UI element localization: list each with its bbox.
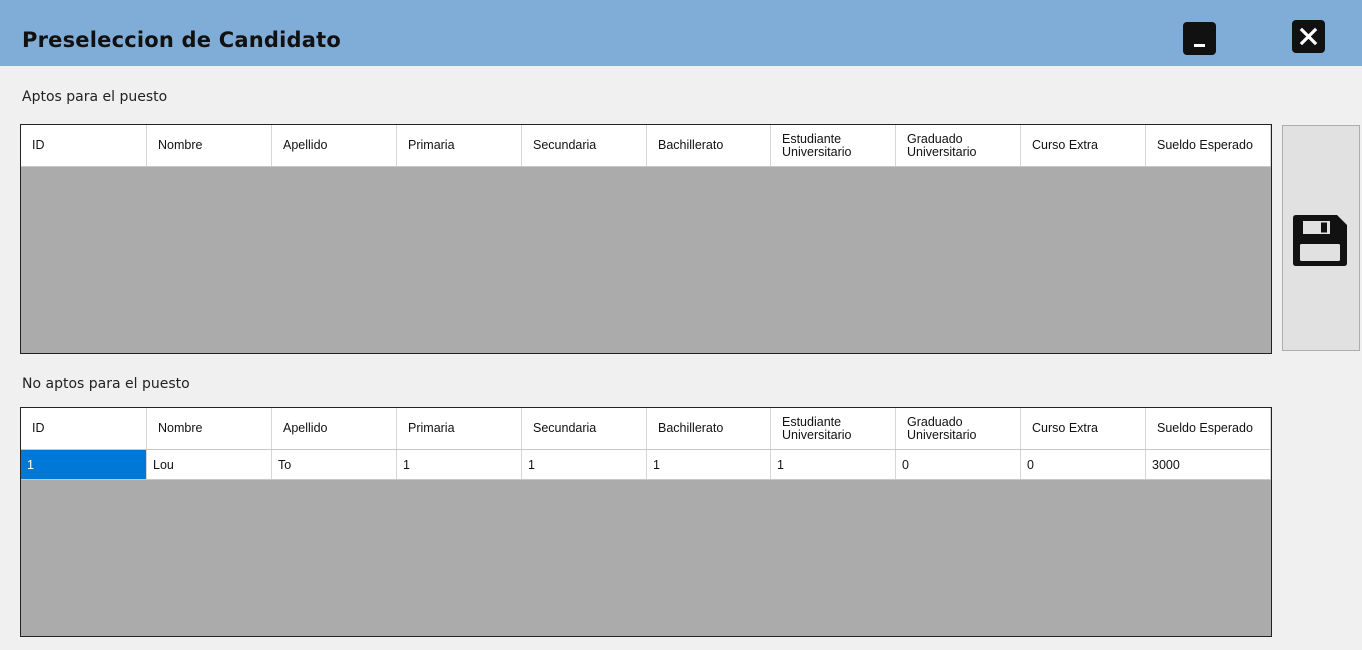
column-header-graduado-universitario[interactable]: Graduado Universitario: [896, 125, 1021, 166]
column-header-bachillerato[interactable]: Bachillerato: [647, 125, 771, 166]
cell-secundaria[interactable]: 1: [522, 450, 647, 479]
floppy-disk-icon: [1291, 213, 1353, 267]
cell-apellido[interactable]: To: [272, 450, 397, 479]
cell-id[interactable]: 1: [21, 450, 147, 479]
column-header-apellido[interactable]: Apellido: [272, 125, 397, 166]
save-button[interactable]: [1282, 125, 1360, 351]
column-header-secundaria[interactable]: Secundaria: [522, 125, 647, 166]
no-aptos-label: No aptos para el puesto: [22, 376, 190, 392]
cell-primaria[interactable]: 1: [397, 450, 522, 479]
cell-nombre[interactable]: Lou: [147, 450, 272, 479]
window-title: Preseleccion de Candidato: [22, 28, 341, 52]
no-aptos-grid[interactable]: [20, 407, 1272, 637]
column-header-primaria[interactable]: Primaria: [397, 408, 522, 449]
minimize-icon: [1194, 44, 1205, 47]
table-row[interactable]: [21, 450, 1271, 480]
column-header-estudiante-universitario[interactable]: Estudiante Universitario: [771, 125, 896, 166]
cell-sueldo-esperado[interactable]: 3000: [1146, 450, 1271, 479]
column-header-primaria[interactable]: Primaria: [397, 125, 522, 166]
column-header-id[interactable]: ID: [21, 408, 147, 449]
title-bar: [0, 0, 1362, 66]
column-header-nombre[interactable]: Nombre: [147, 408, 272, 449]
no-aptos-grid-header: [21, 408, 1271, 450]
column-header-secundaria[interactable]: Secundaria: [522, 408, 647, 449]
column-header-id[interactable]: ID: [21, 125, 147, 166]
column-header-apellido[interactable]: Apellido: [272, 408, 397, 449]
close-icon: [1292, 20, 1325, 53]
cell-estudiante-universitario[interactable]: 1: [771, 450, 896, 479]
cell-bachillerato[interactable]: 1: [647, 450, 771, 479]
column-header-sueldo-esperado[interactable]: Sueldo Esperado: [1146, 125, 1271, 166]
column-header-sueldo-esperado[interactable]: Sueldo Esperado: [1146, 408, 1271, 449]
column-header-estudiante-universitario[interactable]: Estudiante Universitario: [771, 408, 896, 449]
cell-graduado-universitario[interactable]: 0: [896, 450, 1021, 479]
cell-curso-extra[interactable]: 0: [1021, 450, 1146, 479]
column-header-nombre[interactable]: Nombre: [147, 125, 272, 166]
aptos-label: Aptos para el puesto: [22, 89, 168, 105]
minimize-button[interactable]: [1183, 22, 1216, 55]
aptos-grid[interactable]: [20, 124, 1272, 354]
column-header-graduado-universitario[interactable]: Graduado Universitario: [896, 408, 1021, 449]
column-header-bachillerato[interactable]: Bachillerato: [647, 408, 771, 449]
aptos-grid-header: [21, 125, 1271, 167]
column-header-curso-extra[interactable]: Curso Extra: [1021, 125, 1146, 166]
column-header-curso-extra[interactable]: Curso Extra: [1021, 408, 1146, 449]
close-button[interactable]: [1292, 20, 1325, 53]
